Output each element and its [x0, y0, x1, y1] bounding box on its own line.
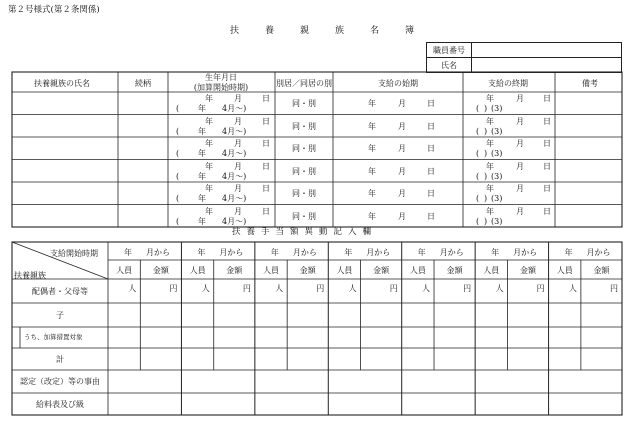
birth-paren-open: (	[176, 171, 180, 181]
unit-yen-label: 円	[463, 284, 472, 293]
sub-header-amount: 金額	[226, 266, 243, 275]
col-header-living: 別居／同居の別	[276, 79, 332, 88]
start-day-label: 日	[427, 211, 435, 221]
end-code-label: (3)	[491, 194, 503, 203]
birth-day-label: 日	[262, 184, 270, 193]
sub-header-amount: 金額	[299, 266, 316, 275]
end-code-label: (3)	[491, 149, 503, 158]
end-month-label: 月	[516, 161, 524, 171]
end-year-label: 年	[486, 161, 494, 171]
end-paren-close: )	[484, 171, 488, 181]
corner-top-label: 支給開始時期	[50, 249, 98, 258]
birth-add-april-label: 4月～)	[222, 216, 247, 226]
birth-year-label: 年	[205, 139, 213, 148]
end-day-label: 日	[543, 184, 551, 193]
birth-add-april-label: 4月～)	[222, 149, 247, 158]
start-year-label: 年	[368, 189, 376, 198]
period-from-label: 月から	[586, 248, 611, 257]
period-year-label: 年	[491, 248, 500, 257]
living-status-label: 同・別	[292, 99, 316, 108]
birth-day-label: 日	[262, 161, 270, 171]
birth-paren-open: (	[176, 104, 180, 113]
birth-paren-open: (	[176, 149, 180, 158]
start-day-label: 日	[427, 144, 435, 153]
birth-add-april-label: 4月～)	[222, 194, 247, 203]
unit-people-label: 人	[495, 284, 504, 293]
page-title: 扶養親族名簿	[230, 26, 441, 36]
col-header-birth-sub: (加算開始時期)	[193, 83, 249, 92]
birth-add-year-label: 年	[198, 126, 206, 136]
sub-header-people: 人員	[409, 266, 426, 275]
sub-header-people: 人員	[189, 266, 206, 275]
start-year-label: 年	[368, 99, 376, 108]
end-paren-close: )	[484, 149, 488, 158]
section-title: 扶養手当額異動記入欄	[232, 227, 378, 237]
end-year-label: 年	[486, 94, 494, 103]
living-status-label: 同・別	[292, 121, 316, 131]
col-header-relationship: 続柄	[135, 79, 151, 88]
end-day-label: 日	[543, 206, 551, 216]
staff-number-label: 職員番号	[427, 43, 472, 58]
unit-yen-label: 円	[169, 284, 178, 293]
end-code-label: (3)	[491, 126, 503, 136]
unit-people-label: 人	[568, 284, 577, 293]
birth-add-year-label: 年	[198, 171, 206, 181]
end-day-label: 日	[543, 94, 551, 103]
end-year-label: 年	[486, 184, 494, 193]
col-header-birth: 生年月日	[205, 73, 237, 82]
sub-header-people: 人員	[116, 266, 133, 275]
unit-yen-label: 円	[610, 284, 618, 293]
start-year-label: 年	[368, 121, 376, 131]
end-year-label: 年	[486, 116, 494, 126]
col-header-start: 支給の始期	[378, 79, 418, 88]
period-from-label: 月から	[513, 248, 538, 257]
birth-add-april-label: 4月～)	[222, 171, 247, 181]
sub-header-amount: 金額	[520, 266, 536, 275]
end-paren-open: (	[476, 149, 480, 158]
birth-year-label: 年	[205, 116, 213, 126]
living-status-label: 同・別	[292, 189, 316, 198]
start-month-label: 月	[398, 166, 406, 176]
sub-header-people: 人員	[556, 266, 573, 275]
start-day-label: 日	[427, 189, 435, 198]
start-month-label: 月	[398, 121, 406, 131]
birth-add-year-label: 年	[198, 216, 206, 226]
end-paren-open: (	[476, 194, 480, 203]
row-total-label: 計	[56, 354, 64, 364]
birth-year-label: 年	[205, 206, 213, 216]
living-status-label: 同・別	[292, 211, 316, 221]
period-from-label: 月から	[292, 248, 317, 257]
end-month-label: 月	[516, 116, 524, 126]
birth-paren-open: (	[176, 126, 180, 136]
start-month-label: 月	[398, 211, 406, 221]
row-reason-label: 認定（改定）等の事由	[20, 377, 100, 386]
period-from-label: 月から	[146, 248, 170, 257]
birth-add-year-label: 年	[198, 194, 206, 203]
period-from-label: 月から	[219, 248, 244, 257]
birth-day-label: 日	[262, 206, 270, 216]
end-code-label: (3)	[491, 216, 503, 226]
living-status-label: 同・別	[292, 144, 316, 153]
birth-year-label: 年	[205, 184, 213, 193]
birth-month-label: 月	[234, 139, 242, 148]
row-addition-target-label: うち、加算措置対象	[24, 333, 83, 341]
end-paren-close: )	[484, 104, 488, 113]
end-day-label: 日	[543, 116, 551, 126]
end-month-label: 月	[516, 184, 524, 193]
birth-add-april-label: 4月～)	[222, 126, 247, 136]
period-from-label: 月から	[439, 248, 464, 257]
start-year-label: 年	[368, 166, 376, 176]
birth-year-label: 年	[205, 161, 213, 171]
start-day-label: 日	[427, 121, 435, 131]
period-year-label: 年	[344, 248, 353, 257]
unit-people-label: 人	[348, 284, 357, 293]
period-year-label: 年	[270, 248, 279, 257]
end-code-label: (3)	[491, 104, 503, 113]
start-month-label: 月	[398, 189, 406, 198]
birth-month-label: 月	[234, 116, 242, 126]
col-header-end: 支給の終期	[488, 79, 528, 88]
unit-people-label: 人	[275, 284, 284, 293]
birth-day-label: 日	[262, 116, 270, 126]
end-paren-close: )	[484, 126, 488, 136]
sub-header-amount: 金額	[593, 266, 610, 275]
birth-add-april-label: 4月～)	[222, 104, 247, 113]
upper-table-border	[12, 72, 622, 227]
period-year-label: 年	[197, 248, 206, 257]
end-paren-open: (	[476, 216, 480, 226]
start-year-label: 年	[368, 211, 376, 221]
end-paren-close: )	[484, 216, 488, 226]
sub-header-amount: 金額	[373, 266, 390, 275]
birth-month-label: 月	[234, 206, 242, 216]
unit-yen-label: 円	[389, 284, 398, 293]
start-month-label: 月	[398, 144, 406, 153]
end-year-label: 年	[486, 206, 494, 216]
col-header-remarks: 備考	[582, 79, 598, 88]
birth-day-label: 日	[262, 94, 270, 103]
period-year-label: 年	[124, 248, 132, 257]
period-from-label: 月から	[366, 248, 391, 257]
end-month-label: 月	[516, 94, 524, 103]
birth-month-label: 月	[234, 161, 242, 171]
row-children-label: 子	[56, 310, 64, 320]
end-day-label: 日	[543, 161, 551, 171]
birth-year-label: 年	[205, 94, 213, 103]
birth-add-year-label: 年	[198, 149, 206, 158]
form-number: 第２号様式(第２条関係)	[8, 5, 100, 15]
end-paren-open: (	[476, 126, 480, 136]
end-paren-open: (	[476, 171, 480, 181]
sub-header-amount: 金額	[152, 266, 169, 275]
end-day-label: 日	[543, 139, 551, 148]
corner-bottom-label: 扶養親族	[14, 271, 46, 280]
unit-people-label: 人	[201, 284, 210, 293]
period-year-label: 年	[564, 248, 573, 257]
end-month-label: 月	[516, 206, 524, 216]
sub-header-amount: 金額	[446, 266, 463, 275]
end-paren-open: (	[476, 104, 480, 113]
end-code-label: (3)	[491, 171, 503, 181]
start-month-label: 月	[398, 99, 406, 108]
name-label: 氏名	[427, 58, 472, 73]
start-year-label: 年	[368, 144, 376, 153]
start-day-label: 日	[427, 166, 435, 176]
living-status-label: 同・別	[292, 166, 316, 176]
end-paren-close: )	[484, 194, 488, 203]
unit-yen-label: 円	[536, 284, 545, 293]
sub-header-people: 人員	[483, 266, 500, 275]
birth-month-label: 月	[234, 94, 242, 103]
birth-day-label: 日	[262, 139, 270, 148]
unit-yen-label: 円	[316, 284, 325, 293]
row-salary-grade-label: 給料表及び級	[36, 399, 84, 409]
start-day-label: 日	[427, 99, 435, 108]
col-header-name: 扶養親族の氏名	[34, 79, 90, 88]
birth-paren-open: (	[176, 216, 180, 226]
unit-people-label: 人	[128, 284, 137, 293]
period-year-label: 年	[417, 248, 426, 257]
sub-header-people: 人員	[263, 266, 279, 275]
row-spouse-parents-label: 配偶者・父母等	[32, 286, 88, 296]
birth-month-label: 月	[234, 184, 242, 193]
unit-people-label: 人	[422, 284, 431, 293]
birth-add-year-label: 年	[198, 104, 206, 113]
unit-yen-label: 円	[242, 284, 251, 293]
sub-header-people: 人員	[336, 266, 353, 275]
birth-paren-open: (	[176, 194, 180, 203]
end-year-label: 年	[486, 139, 494, 148]
end-month-label: 月	[516, 139, 524, 148]
